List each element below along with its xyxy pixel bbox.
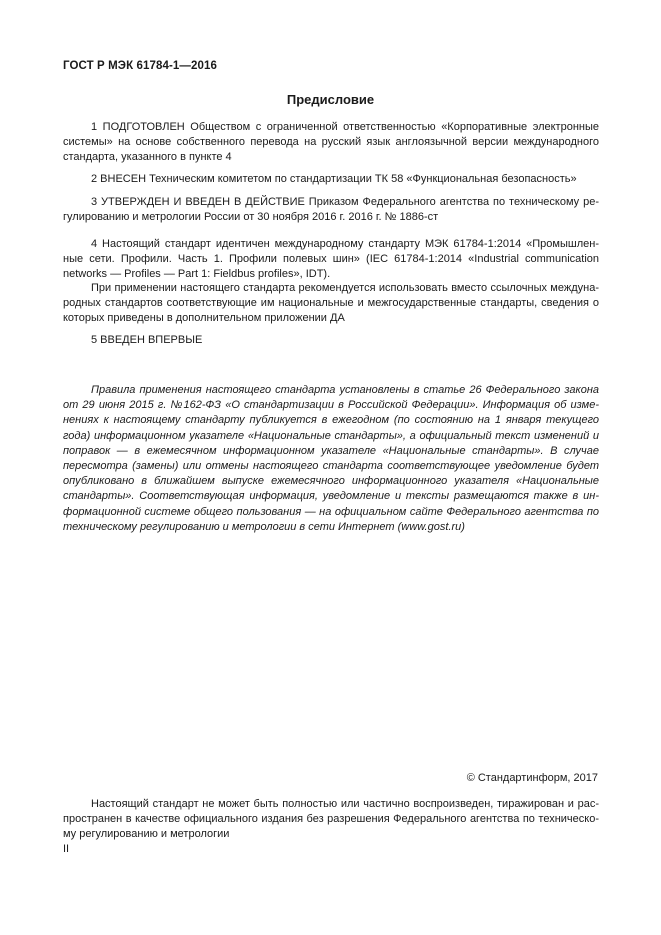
- paragraph-prepared: 1 ПОДГОТОВЛЕН Обществом с ограниченной ответственностью «Корпоративные электронные системы» на основе собственного перевода на русский язык англоязычной версии международного стандарта, указанного в пункте 4: [63, 121, 599, 163]
- paragraph-references: При применении настоящего стандарта рекомендуется использовать вместо ссылочных международных стандартов соответствующие им национальные и межгосударственные стандарты, сведения о которых приведены в дополнительном приложении ДА: [63, 282, 599, 324]
- paragraph-identical: 4 Настоящий стандарт идентичен международному стандарту МЭК 61784-1:2014 «Промышленные сети. Профили. Часть 1. Профили полевых шин» (IEC 61784-1:2014 «Industrial communication networks — Profiles — Part 1: Fieldbus profiles», IDT).: [63, 238, 599, 280]
- paragraph-submitted: 2 ВНЕСЕН Техническим комитетом по стандартизации ТК 58 «Функциональная безопасность»: [91, 173, 577, 185]
- page-number: II: [63, 843, 70, 855]
- copyright-line: © Стандартинформ, 2017: [466, 772, 598, 784]
- application-notice: Правила применения настоящего стандарта установлены в статье 26 Федерального закона от 29 июня 2015 г. №162-ФЗ «О стандартизации в Российской Федерации». Информация об изменениях к настоящему стандарту публикуется в ежегодном (по состоянию на 1 января текущего года) информационном указателе «Национальные стандарты», а официальный текст изменений и поправок — в ежемесячном информационном указателе «Национальные стандарты». В случае пересмотра (замены) или отмены настоящего стандарта соответствующее уведомление будет опубликовано в ближайшем выпуске ежемесячного информационного указателя «Национальные стандарты». Соответствующая информация, уведомление и тексты размещаются также в информационной системе общего пользования — на официальном сайте Федерального агентства по техническому регулированию и метрологии в сети Интернет (www.gost.ru): [63, 384, 599, 533]
- document-header: ГОСТ Р МЭК 61784-1—2016: [63, 60, 217, 72]
- section-title: Предисловие: [286, 92, 375, 107]
- paragraph-first-introduced: 5 ВВЕДЕН ВПЕРВЫЕ: [91, 334, 203, 346]
- paragraph-approved: 3 УТВЕРЖДЕН И ВВЕДЕН В ДЕЙСТВИЕ Приказом Федерального агентства по техническому регулированию и метрологии России от 30 ноября 2016 г. 2016 г. № 1886-ст: [63, 196, 599, 223]
- reproduction-notice: Настоящий стандарт не может быть полностью или частично воспроизведен, тиражирован и распространен в качестве официального издания без разрешения Федерального агентства по техническому регулированию и метрологии: [63, 798, 599, 840]
